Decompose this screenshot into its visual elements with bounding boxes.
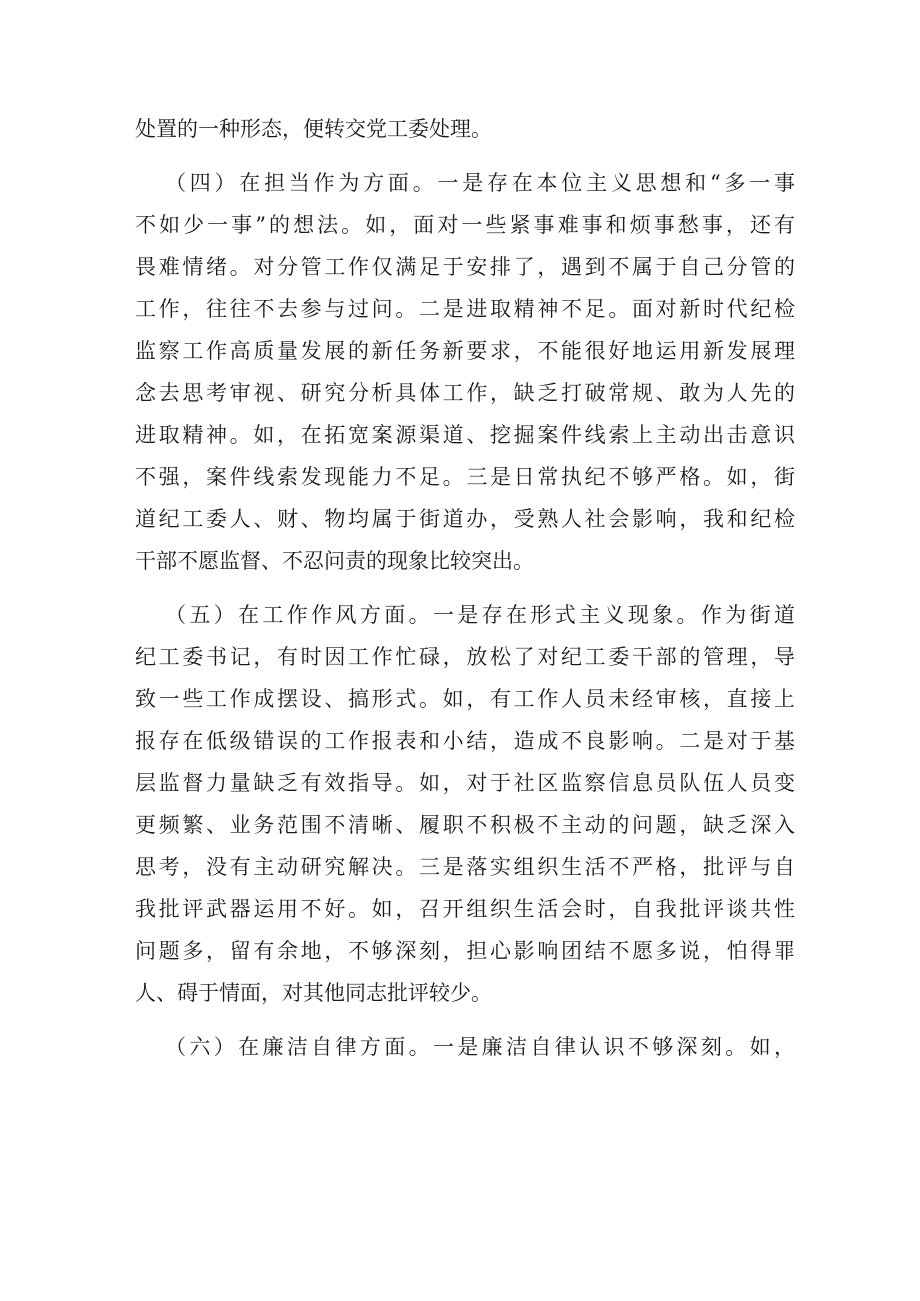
text-line: （六）在廉洁自律方面。一是廉洁自律认识不够深刻。如， [165, 1035, 795, 1059]
text-line: 工作，往往不去参与过问。二是进取精神不足。面对新时代纪检 [135, 297, 795, 321]
text-line: 问题多，留有余地，不够深刻，担心影响团结不愿多说，怕得罪 [135, 939, 795, 963]
text-line: 人、碍于情面，对其他同志批评较少。 [135, 981, 492, 1005]
text-line: （四）在担当作为方面。一是存在本位主义思想和“多一事 [165, 171, 795, 195]
paragraph [135, 594, 795, 1014]
text-line: 纪工委书记，有时因工作忙碌，放松了对纪工委干部的管理，导 [135, 645, 795, 669]
text-line: 处置的一种形态，便转交党工委处理。 [135, 117, 492, 141]
text-line: 干部不愿监督、不忍问责的现象比较突出。 [135, 549, 534, 573]
text-line: 进取精神。如，在拓宽案源渠道、挖掘案件线索上主动出击意识 [135, 423, 795, 447]
text-line: 我批评武器运用不好。如，召开组织生活会时，自我批评谈共性 [135, 897, 795, 921]
text-line: （五）在工作作风方面。一是存在形式主义现象。作为街道 [165, 603, 795, 627]
text-line: 不强，案件线索发现能力不足。三是日常执纪不够严格。如，街 [135, 465, 795, 489]
text-line: 层监督力量缺乏有效指导。如，对于社区监察信息员队伍人员变 [135, 771, 795, 795]
text-line: 道纪工委人、财、物均属于街道办，受熟人社会影响，我和纪检 [135, 507, 795, 531]
text-line: 念去思考审视、研究分析具体工作，缺乏打破常规、敢为人先的 [135, 381, 795, 405]
text-line: 报存在低级错误的工作报表和小结，造成不良影响。二是对于基 [135, 729, 795, 753]
text-line: 监察工作高质量发展的新任务新要求，不能很好地运用新发展理 [135, 339, 795, 363]
text-line: 更频繁、业务范围不清晰、履职不积极不主动的问题，缺乏深入 [135, 813, 795, 837]
text-line: 致一些工作成摆设、搞形式。如，有工作人员未经审核，直接上 [135, 687, 795, 711]
paragraph [135, 162, 795, 582]
text-line: 思考，没有主动研究解决。三是落实组织生活不严格，批评与自 [135, 855, 795, 879]
paragraph [135, 1026, 795, 1068]
text-line: 畏难情绪。对分管工作仅满足于安排了，遇到不属于自己分管的 [135, 255, 795, 279]
text-line: 不如少一事”的想法。如，面对一些紧事难事和烦事愁事，还有 [135, 213, 795, 237]
paragraph [135, 108, 795, 150]
document-body [135, 108, 795, 1068]
